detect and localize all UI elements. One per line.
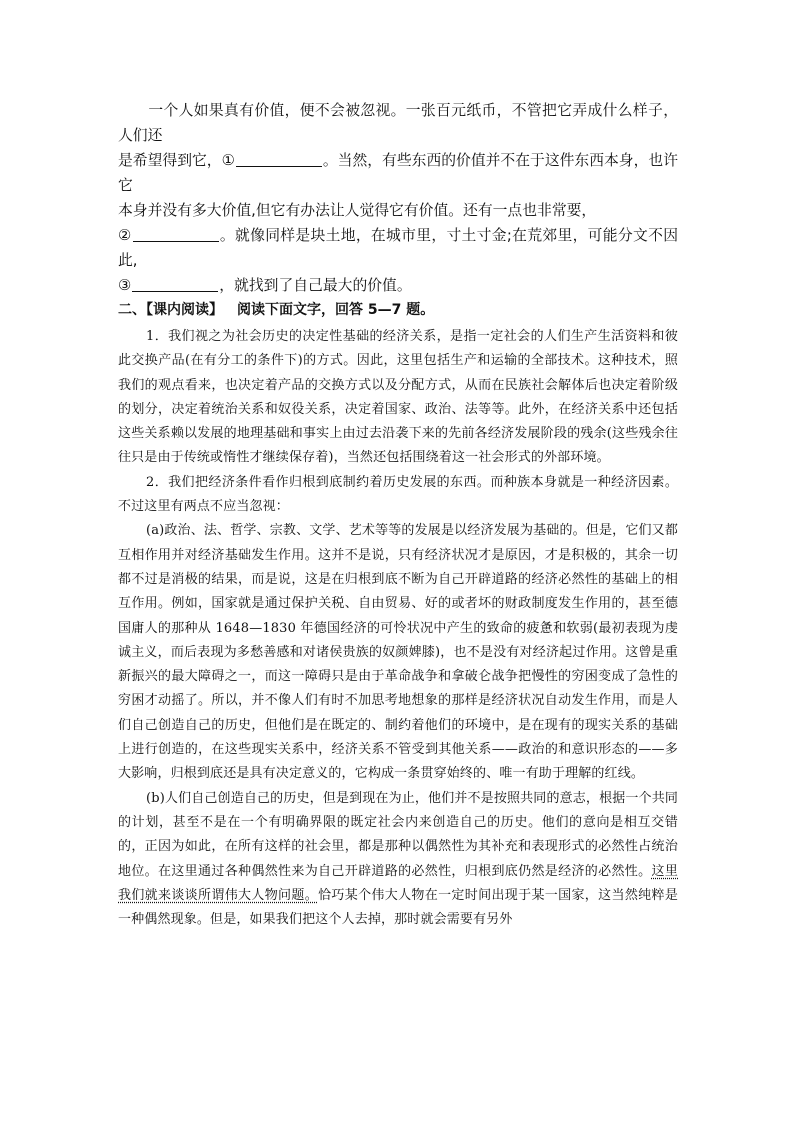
reading-passage	[118, 325, 678, 932]
reading-paragraph-b	[118, 787, 678, 933]
fill-passage-text: 。就像同样是块土地，在城市里，寸土寸金;在荒郊里，可能分文不因此,	[118, 227, 678, 269]
reading-paragraph-2: 2．我们把经济条件看作归根到底制约着历史发展的东西。而种族本身就是一种经济因素。不过这里有两点不应当忽视：	[118, 474, 678, 515]
fill-in-passage	[118, 98, 678, 298]
fill-passage-text: 是希望得到它，①	[118, 152, 235, 169]
answer-blank-2[interactable]	[133, 227, 219, 242]
section-instruction: 阅读下面文字，回答 5—7 题。	[237, 302, 435, 318]
reading-paragraph-a: (a)政治、法、哲学、宗教、文学、艺术等等的发展是以经济发展为基础的。但是，它们又都互相作用并对经济基础发生作用。这并不是说，只有经济状况才是原因，才是积极的，其余一切都不过是消极的结果，而是说，这是在归根到底不断为自己开辟道路的经济必然性的基础上的相互作用。例如，国家就是通过保护关税、自由贸易、好的或者坏的财政制度发生作用的，甚至德国庸人的那种从 1648—1830 年德国经济的可怜状况中产生的致命的疲惫和软弱(最初表现为虔诚主义，而后表现为多愁善感和对诸侯贵族的奴颜婢膝)，也不是没有对经济起过作用。这曾是重新振兴的最大障碍之一，而这一障碍只是由于革命战争和拿破仑战争把慢性的穷困变成了急性的穷困才动摇了。所以，并不像人们有时不加思考地想象的那样是经济状况自动发生作用，而是人们自己创造自己的历史，但他们是在既定的、制约着他们的环境中，是在现有的现实关系的基础上进行创造的，在这些现实关系中，经济关系不管受到其他关系——政治的和意识形态的——多大影响，归根到底还是具有决定意义的，它构成一条贯穿始终的、唯一有助于理解的红线。	[118, 523, 678, 782]
paragraph-b-text: (b)人们自己创造自己的历史，但是到现在为止，他们并不是按照共同的意志，根据一个共同的计划，甚至不是在一个有明确界限的既定社会内来创造自己的历史。他们的意向是相互交错的，正因为如此，在所有这样的社会里，都是那种以偶然性为其补充和表现形式的必然性占统治地位。在这里通过各种偶然性来为自己开辟道路的必然性，归根到底仍然是经济的必然性。	[118, 790, 678, 879]
fill-passage-line	[118, 273, 678, 298]
fill-passage-line	[118, 148, 678, 198]
answer-blank-1[interactable]	[236, 152, 322, 167]
fill-passage-text: 本身并没有多大价值,但它有办法让人觉得它有价值。还有一点也非常要，	[118, 202, 597, 219]
section-label: 二、【课内阅读】	[118, 302, 223, 318]
fill-passage-text: ，就找到了自己最大的价值。	[219, 277, 412, 294]
fill-passage-text: ③	[118, 277, 132, 294]
fill-passage-line	[118, 223, 678, 273]
section-heading	[118, 299, 678, 321]
fill-passage-line	[118, 98, 678, 148]
fill-passage-line	[118, 198, 678, 223]
reading-paragraph-1: 1．我们视之为社会历史的决定性基础的经济关系，是指一定社会的人们生产生活资料和彼此交换产品(在有分工的条件下)的方式。因此，这里包括生产和运输的全部技术。这种技术，照我们的观点看来，也决定着产品的交换方式以及分配方式，从而在民族社会解体后也决定着阶级的划分，决定着统治关系和奴役关系，决定着国家、政治、法等等。此外，在经济关系中还包括这些关系赖以发展的地理基础和事实上由过去沿袭下来的先前各经济发展阶段的残余(这些残余往往只是由于传统或惰性才继续保存着)，当然还包括围绕着这一社会形式的外部环境。	[118, 329, 678, 466]
answer-blank-3[interactable]	[132, 277, 218, 292]
fill-passage-text: 。当然，有些东西的价值并不在于这件东西本身，也许它	[118, 152, 678, 194]
page-content	[118, 98, 678, 932]
paragraph-b-text: 恰巧某个伟大人物在一定时间出现于某一国家，这当然纯粹是一种偶然现象。但是，如果我们把这个人去掉，那时就会需要有另外	[118, 887, 678, 928]
fill-passage-text: 一个人如果真有价值，便不会被忽视。一张百元纸币，不管把它弄成什么样子，人们还	[118, 102, 678, 144]
underlined-sentence: 这里我们就来谈谈所谓伟大人物问题。	[118, 863, 678, 903]
fill-passage-text: ②	[118, 227, 132, 244]
